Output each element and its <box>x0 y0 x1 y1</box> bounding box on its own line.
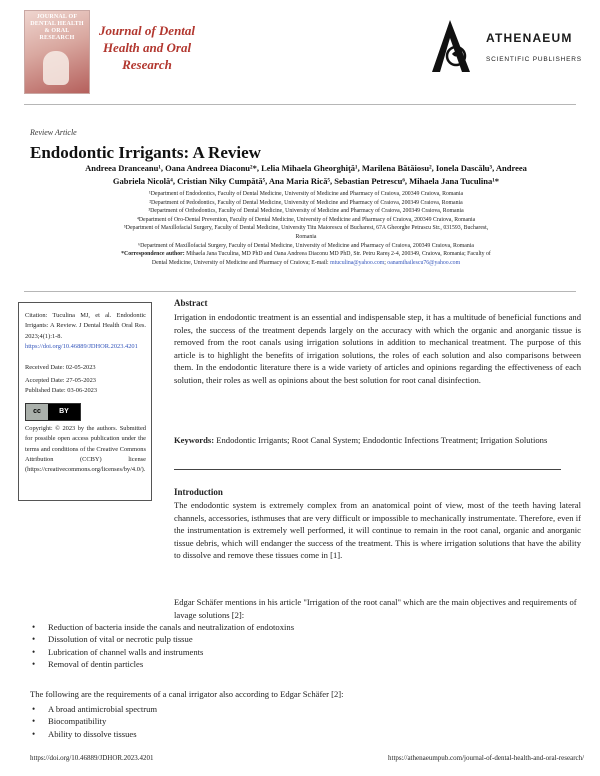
introduction-text: The endodontic system is extremely complex from an anatomical point of view, most of the teeth having lateral channels, accessories, isthmuses that are very difficult or impossible to mechanically instrumentate. Therefore, even if the instrumentation is extremely well performed, it will continue to remain in the root canal, organic and anorganic tissue debris, which will endanger the success of the treatment. This is where irrigation solutions that have the ability to dissolve and remove these tissues come in [1]. <box>174 500 581 561</box>
list-item: • Ability to dissolve tissues <box>30 728 590 740</box>
title-divider <box>24 291 576 292</box>
header-divider <box>24 104 576 105</box>
schafer-paragraph: Edgar Schäfer mentions in his article "Irrigation of the root canal" which are the main objectives and requirements of lavage solutions [2]: <box>174 597 577 620</box>
abstract-heading: Abstract <box>174 298 208 308</box>
list-item: • Removal of dentin particles <box>30 658 590 670</box>
affiliation-item: ³Department of Orthodontics, Faculty of Dental Medicine, University of Medicine and Pharmacy of Craiova, 200349 Craiova, Romania <box>148 208 464 215</box>
footer-doi[interactable]: https://doi.org/10.46889/JDHOR.2023.4201 <box>30 754 154 762</box>
author-list: Andreea Dranceanu¹, Oana Andreea Diaconu²*, Lelia Mihaela Gheorghiţă¹, Marilena Bătăiosu², Ionela Dascălu³, Andreea Gabriela Nicolă⁴, Cristian Niky Cumpătă⁵, Ana Maria Rică⁵, Sebastian Petrescu⁶, Mihaela Jana Tuculina¹* <box>85 163 527 186</box>
affiliation-item: ⁵Department of Maxillofacial Surgery, Faculty of Dental Medicine, University Titu Maiorescu of Bucharest, 67A Gheorghe Petrascu Str., 031593, Bucharest, <box>123 225 489 232</box>
affiliation-item: ¹Department of Endodontics, Faculty of Dental Medicine, University of Medicine and Pharmacy of Craiova, 200349 Craiova, Romania <box>148 191 464 197</box>
list-item: • A broad antimicrobial spectrum <box>30 703 590 715</box>
article-type: Review Article <box>30 128 77 137</box>
list-item: • Reduction of bacteria inside the canals and neutralization of endotoxins <box>30 621 590 633</box>
email-link-2[interactable]: oanamihailescu76@yahoo.com <box>387 259 461 266</box>
affiliation-item: Romania <box>295 233 317 240</box>
introduction-heading: Introduction <box>174 487 223 497</box>
abstract-text: Irrigation in endodontic treatment is an essential and indispensable step, it has a multitude of beneficial functions and roles, the success of the treatment depends largely on the accuracy with which the organic and anorganic tissue is removed from the root canals using irrigation solutions in addition to mechanical treatment. The purpose of this article is to highlight the benefits of irrigation solutions, the roles of each solution and also comparisons between them. In the endodontic literature there is a wide variety of articles and opinions regarding the effectiveness of each solution, their roles as well as opinions about the best solution for root canal disinfection. <box>174 312 581 385</box>
tooth-icon <box>43 51 69 85</box>
list-item: • Lubrication of channel walls and instruments <box>30 646 590 658</box>
publisher-subtitle: SCIENTIFIC PUBLISHERS <box>486 56 582 63</box>
list-item: • Biocompatibility <box>30 715 590 727</box>
publisher-logo-icon <box>428 18 484 74</box>
doi-link[interactable]: https://doi.org/10.46889/JDHOR.2023.4201 <box>25 343 138 351</box>
footer-url[interactable]: https://athenaeumpub.com/journal-of-dental-health-and-oral-research/ <box>388 754 585 762</box>
cover-title: JOURNAL OF DENTAL HEALTH & ORAL RESEARCH <box>30 14 84 41</box>
article-title: Endodontic Irrigants: A Review <box>30 143 261 162</box>
article-info-box <box>18 302 152 501</box>
objectives-list <box>30 621 590 671</box>
affiliation-item: ⁶Department of Maxillofacial Surgery, Faculty of Dental Medicine, University of Medicine and Pharmacy of Craiova, 200349 Craiova, Romania <box>138 242 474 249</box>
list-item: • Dissolution of vital or necrotic pulp tissue <box>30 633 590 645</box>
published-date: Published Date: 03-06-2023 <box>25 387 98 395</box>
journal-cover-image <box>24 10 90 94</box>
cc-by-license-icon: cc BY <box>25 403 81 421</box>
keywords: Keywords: Endodontic Irrigants; Root Canal System; Endodontic Infections Treatment; Irrigation Solutions <box>174 435 548 445</box>
email-link-1[interactable]: mtuculina@yahoo.com <box>330 259 385 266</box>
abstract-divider <box>174 469 561 470</box>
correspondence-email-line: Dental Medicine, University of Medicine and Pharmacy of Craiova; E-mail: mtuculina@yahoo.com; oanamihailescu76@yahoo.com <box>151 259 461 266</box>
accepted-date: Accepted Date: 27-05-2023 <box>25 377 96 385</box>
requirements-intro: The following are the requirements of a canal irrigator also according to Edgar Schäfer [2]: <box>30 689 344 699</box>
received-date: Received Date: 02-05-2023 <box>25 363 96 371</box>
publisher-name: ATHENAEUM <box>486 31 573 45</box>
copyright-notice: Copyright: © 2023 by the authors. Submitted for possible open access publication under the terms and conditions of the Creative Commons Attribution (CCBY) license (https://creativecommons.org/licenses/by/4.0/). <box>25 424 146 474</box>
correspondence: *Correspondence author: Mihaela Jana Tuculina, MD PhD and Oana Andreea Diaconu MD PhD, Str. Petru Rareş 2-4, 200349, Craiova, Romania; Faculty of <box>121 251 491 258</box>
affiliation-item: ⁴Department of Oro-Dental Prevention, Faculty of Dental Medicine, University of Medicine and Pharmacy of Craiova, 200349 Craiova, Romania <box>136 216 476 223</box>
citation: Citation: Tuculina MJ, et al. Endodontic Irrigants: A Review. J Dental Health Oral Res. 2023;4(1):1-8. <box>25 312 146 340</box>
affiliation-item: ²Department of Pedodontics, Faculty of Dental Medicine, University of Medicine and Pharmacy of Craiova, 200349 Craiova, Romania <box>149 199 463 206</box>
affiliations <box>30 190 582 267</box>
journal-title: Journal of Dental Health and Oral Research <box>98 23 196 72</box>
requirements-list <box>30 703 590 740</box>
